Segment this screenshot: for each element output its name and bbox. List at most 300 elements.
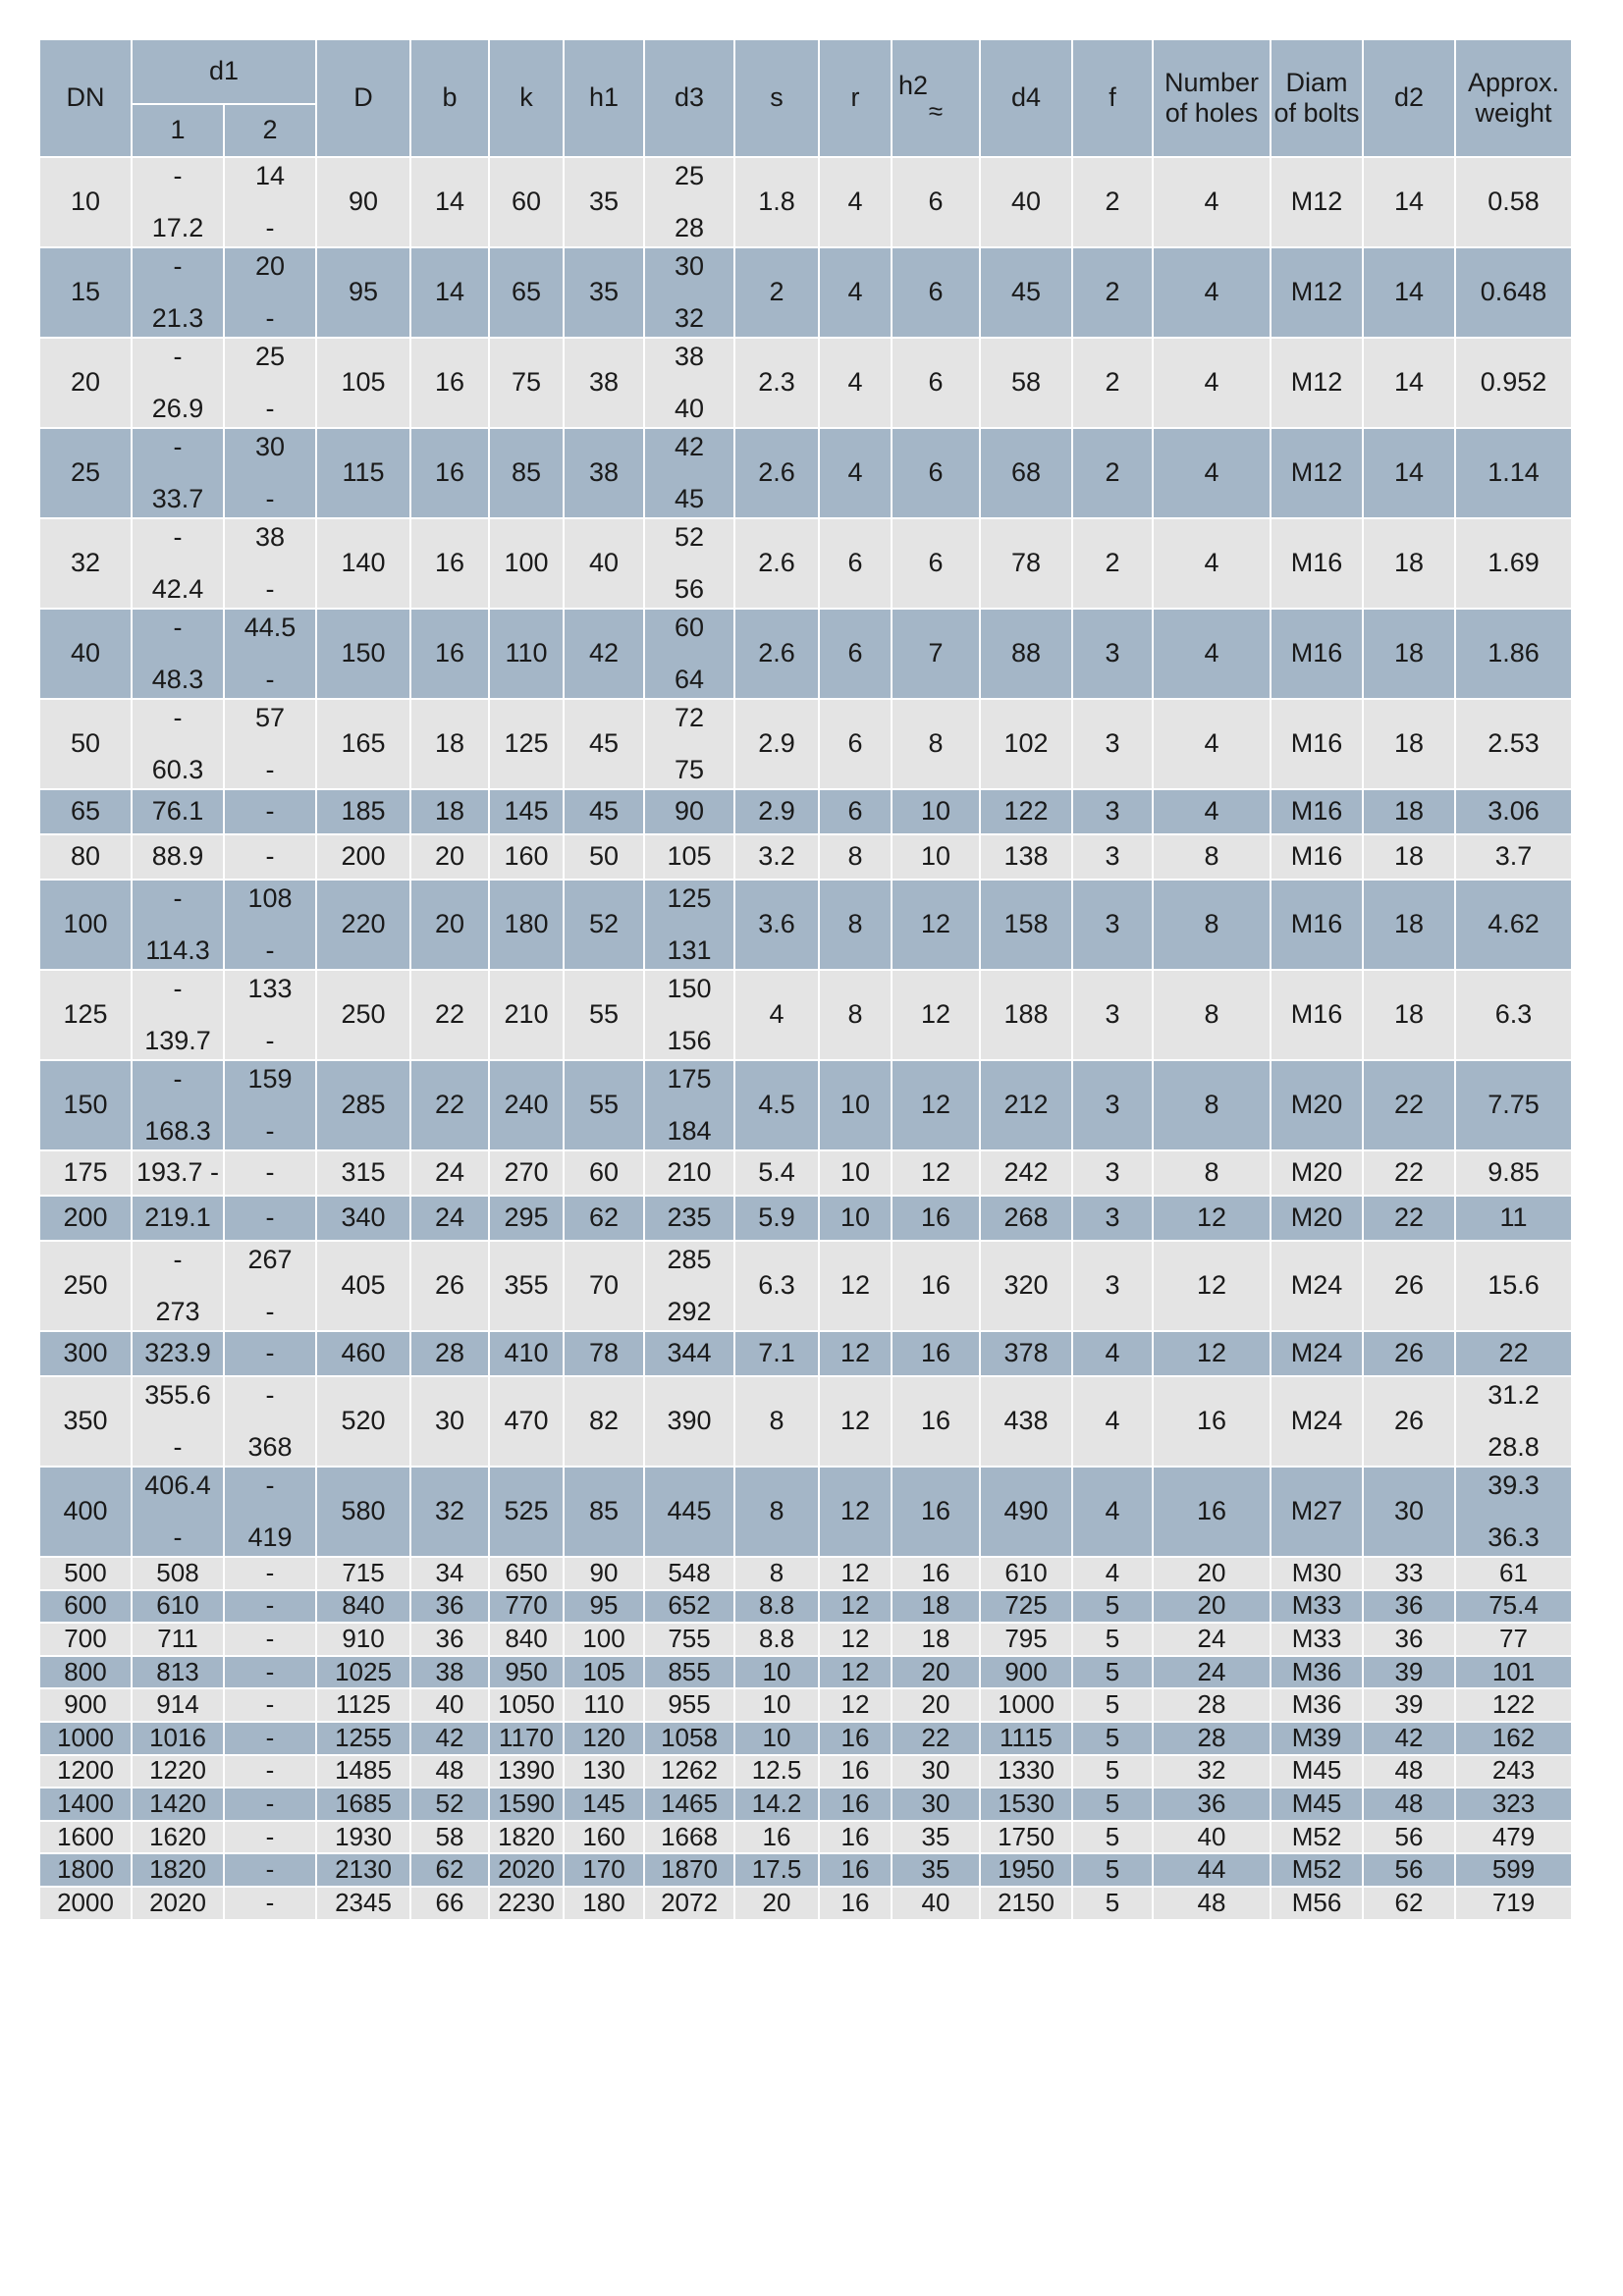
cell-s: 2.3 [734,338,819,428]
cell-h2: 22 [892,1722,980,1755]
cell-b: 16 [410,428,489,518]
cell-h1: 38 [564,338,644,428]
table-row [39,157,1572,247]
cell-h1: 38 [564,428,644,518]
cell-holes: 4 [1153,157,1271,247]
cell-f: 3 [1072,609,1153,699]
cell-r: 10 [819,1150,892,1196]
cell-h1: 95 [564,1590,644,1624]
cell-holes: 16 [1153,1376,1271,1467]
cell-value: 139.7 [144,1025,211,1055]
cell-dn: 500 [39,1557,132,1590]
cell-value: 406.4 [144,1470,211,1500]
table-row [39,518,1572,609]
cell-d4: 378 [980,1331,1072,1376]
cell-d1a [132,880,224,970]
cell-d4: 212 [980,1060,1072,1150]
cell-k: 210 [489,970,564,1060]
cell-b: 32 [410,1467,489,1557]
cell-dn: 1800 [39,1853,132,1887]
cell-d4: 78 [980,518,1072,609]
cell-d1b: - [224,1722,316,1755]
table-row [39,699,1572,789]
cell-bolts: M33 [1271,1590,1363,1624]
cell-k: 410 [489,1331,564,1376]
cell-d1b [224,970,316,1060]
cell-d4: 188 [980,970,1072,1060]
cell-b: 20 [410,880,489,970]
cell-s: 8 [734,1557,819,1590]
cell-k: 2230 [489,1887,564,1920]
cell-value: 32 [674,302,705,333]
cell-d2: 14 [1363,428,1455,518]
cell-b: 28 [410,1331,489,1376]
cell-d3: 652 [644,1590,734,1624]
cell-s: 10 [734,1656,819,1689]
cell-s: 16 [734,1821,819,1854]
cell-w: 2.53 [1455,699,1572,789]
cell-D: 910 [316,1623,410,1656]
cell-d2: 14 [1363,157,1455,247]
cell-h1: 50 [564,834,644,880]
cell-h2: 8 [892,699,980,789]
cell-d1a: 1420 [132,1788,224,1821]
table-row [39,1150,1572,1196]
cell-f: 3 [1072,1150,1153,1196]
cell-h2: 12 [892,970,980,1060]
table-row [39,338,1572,428]
cell-s: 17.5 [734,1853,819,1887]
cell-holes: 8 [1153,880,1271,970]
cell-h1: 45 [564,789,644,834]
cell-bolts: M52 [1271,1853,1363,1887]
cell-d1a [132,1241,224,1331]
cell-holes: 20 [1153,1557,1271,1590]
cell-k: 1590 [489,1788,564,1821]
cell-w: 323 [1455,1788,1572,1821]
cell-d1a [132,609,224,699]
cell-d3 [644,880,734,970]
cell-d3: 755 [644,1623,734,1656]
cell-d4: 795 [980,1623,1072,1656]
cell-r: 12 [819,1331,892,1376]
cell-d1a: 813 [132,1656,224,1689]
cell-d1a [132,1060,224,1150]
col-header-d2: d2 [1363,39,1455,157]
cell-h1: 55 [564,1060,644,1150]
cell-value: 36.3 [1488,1522,1540,1552]
cell-holes: 4 [1153,338,1271,428]
cell-holes: 8 [1153,970,1271,1060]
cell-value: 20 [254,251,286,281]
cell-r: 4 [819,157,892,247]
cell-d1b: - [224,1821,316,1854]
cell-D: 840 [316,1590,410,1624]
cell-holes: 12 [1153,1331,1271,1376]
cell-k: 1050 [489,1688,564,1722]
cell-h1: 40 [564,518,644,609]
cell-k: 950 [489,1656,564,1689]
cell-d1b [224,518,316,609]
cell-value: 57 [254,703,286,732]
cell-D: 140 [316,518,410,609]
cell-value: - [265,664,275,694]
table-row [39,609,1572,699]
cell-holes: 4 [1153,247,1271,338]
cell-d2: 14 [1363,247,1455,338]
cell-r: 4 [819,428,892,518]
cell-holes: 44 [1153,1853,1271,1887]
cell-d1b: - [224,1590,316,1624]
col-header-d1: d1 [132,39,316,104]
cell-k: 240 [489,1060,564,1150]
cell-value: 45 [674,483,705,513]
cell-d3: 855 [644,1656,734,1689]
cell-d4: 900 [980,1656,1072,1689]
cell-f: 4 [1072,1467,1153,1557]
approx-symbol: ≈ [928,95,944,126]
cell-h2: 30 [892,1788,980,1821]
cell-d3: 210 [644,1150,734,1196]
cell-D: 2345 [316,1887,410,1920]
cell-d1b: - [224,1853,316,1887]
cell-f: 5 [1072,1722,1153,1755]
cell-bolts: M12 [1271,157,1363,247]
cell-k: 1170 [489,1722,564,1755]
cell-f: 3 [1072,970,1153,1060]
cell-d1a: 914 [132,1688,224,1722]
cell-d1a [132,1376,224,1467]
cell-h2: 16 [892,1557,980,1590]
cell-d4: 1000 [980,1688,1072,1722]
cell-D: 715 [316,1557,410,1590]
cell-d4: 1330 [980,1755,1072,1789]
cell-d1b: - [224,834,316,880]
cell-value: 368 [247,1431,293,1462]
cell-value: 14 [254,161,286,190]
cell-d2: 18 [1363,609,1455,699]
cell-d2: 22 [1363,1196,1455,1241]
cell-h2: 6 [892,428,980,518]
cell-bolts: M12 [1271,338,1363,428]
cell-holes: 32 [1153,1755,1271,1789]
cell-f: 5 [1072,1656,1153,1689]
table-row [39,1557,1572,1590]
col-header-D: D [316,39,410,157]
cell-s: 12.5 [734,1755,819,1789]
cell-k: 125 [489,699,564,789]
cell-s: 1.8 [734,157,819,247]
cell-bolts: M20 [1271,1150,1363,1196]
cell-value: - [265,1296,275,1326]
cell-b: 40 [410,1688,489,1722]
cell-d3 [644,338,734,428]
cell-b: 20 [410,834,489,880]
cell-d4: 320 [980,1241,1072,1331]
cell-bolts: M56 [1271,1887,1363,1920]
table-row [39,1590,1572,1624]
table-row [39,1196,1572,1241]
cell-dn: 100 [39,880,132,970]
cell-s: 5.9 [734,1196,819,1241]
cell-bolts: M39 [1271,1722,1363,1755]
table-row [39,1376,1572,1467]
cell-value: 292 [667,1296,712,1326]
cell-f: 2 [1072,338,1153,428]
cell-dn: 800 [39,1656,132,1689]
cell-s: 2.9 [734,699,819,789]
cell-bolts: M12 [1271,247,1363,338]
cell-D: 1125 [316,1688,410,1722]
cell-d1b: - [224,789,316,834]
cell-h2: 12 [892,880,980,970]
cell-value: - [173,883,183,913]
cell-h1: 60 [564,1150,644,1196]
cell-w: 11 [1455,1196,1572,1241]
cell-D: 105 [316,338,410,428]
cell-d4: 58 [980,338,1072,428]
cell-value: 285 [667,1245,712,1274]
cell-h2: 20 [892,1656,980,1689]
cell-k: 470 [489,1376,564,1467]
cell-dn: 10 [39,157,132,247]
cell-w: 719 [1455,1887,1572,1920]
cell-value: 28 [674,212,705,242]
cell-D: 90 [316,157,410,247]
cell-value: - [265,754,275,784]
cell-d3: 105 [644,834,734,880]
cell-b: 24 [410,1150,489,1196]
cell-s: 2.6 [734,518,819,609]
cell-d1a: 711 [132,1623,224,1656]
cell-value: - [173,432,183,461]
cell-holes: 24 [1153,1656,1271,1689]
cell-k: 110 [489,609,564,699]
cell-h2: 6 [892,338,980,428]
cell-d4: 1115 [980,1722,1072,1755]
cell-value: 17.2 [151,212,204,242]
cell-bolts: M16 [1271,699,1363,789]
cell-k: 2020 [489,1853,564,1887]
cell-h2: 35 [892,1821,980,1854]
cell-h1: 100 [564,1623,644,1656]
cell-d2: 56 [1363,1853,1455,1887]
cell-d2: 39 [1363,1688,1455,1722]
cell-s: 2.6 [734,609,819,699]
cell-dn: 900 [39,1688,132,1722]
cell-value: - [265,573,275,604]
cell-value: - [173,974,183,1003]
cell-k: 355 [489,1241,564,1331]
cell-d2: 62 [1363,1887,1455,1920]
cell-s: 4.5 [734,1060,819,1150]
cell-D: 95 [316,247,410,338]
table-row [39,789,1572,834]
cell-h1: 105 [564,1656,644,1689]
cell-d1b: - [224,1755,316,1789]
cell-k: 270 [489,1150,564,1196]
cell-bolts: M16 [1271,789,1363,834]
cell-value: - [265,393,275,423]
cell-d1b [224,338,316,428]
cell-D: 1685 [316,1788,410,1821]
cell-dn: 200 [39,1196,132,1241]
cell-d1b: - [224,1656,316,1689]
cell-r: 16 [819,1722,892,1755]
cell-f: 2 [1072,247,1153,338]
cell-value: - [265,1470,275,1500]
cell-h2: 12 [892,1150,980,1196]
cell-bolts: M27 [1271,1467,1363,1557]
cell-h2: 35 [892,1853,980,1887]
cell-d3: 1058 [644,1722,734,1755]
cell-r: 10 [819,1196,892,1241]
cell-value: - [173,1064,183,1094]
cell-b: 48 [410,1755,489,1789]
col-header-f: f [1072,39,1153,157]
cell-d4: 40 [980,157,1072,247]
cell-d2: 14 [1363,338,1455,428]
table-row [39,1331,1572,1376]
cell-w: 7.75 [1455,1060,1572,1150]
cell-d1a [132,157,224,247]
cell-b: 16 [410,518,489,609]
cell-holes: 8 [1153,834,1271,880]
cell-d3: 1668 [644,1821,734,1854]
cell-d4: 2150 [980,1887,1072,1920]
cell-h1: 35 [564,157,644,247]
cell-h1: 90 [564,1557,644,1590]
cell-w: 3.06 [1455,789,1572,834]
table-row [39,428,1572,518]
cell-s: 10 [734,1688,819,1722]
cell-h1: 82 [564,1376,644,1467]
cell-f: 5 [1072,1788,1153,1821]
cell-r: 16 [819,1755,892,1789]
cell-value: - [173,1245,183,1274]
cell-f: 2 [1072,518,1153,609]
cell-h2: 30 [892,1755,980,1789]
cell-d4: 1750 [980,1821,1072,1854]
cell-w: 0.58 [1455,157,1572,247]
cell-s: 7.1 [734,1331,819,1376]
cell-bolts: M45 [1271,1755,1363,1789]
table-row [39,970,1572,1060]
cell-value: 125 [667,883,712,913]
cell-value: 28.8 [1488,1431,1540,1462]
cell-bolts: M16 [1271,518,1363,609]
cell-f: 4 [1072,1557,1153,1590]
cell-b: 16 [410,338,489,428]
cell-dn: 1600 [39,1821,132,1854]
cell-value: 33.7 [151,483,204,513]
cell-r: 12 [819,1467,892,1557]
cell-bolts: M36 [1271,1656,1363,1689]
cell-value: - [173,1431,183,1462]
cell-D: 315 [316,1150,410,1196]
table-row [39,1788,1572,1821]
cell-D: 460 [316,1331,410,1376]
cell-holes: 20 [1153,1590,1271,1624]
cell-d1b: - [224,1688,316,1722]
cell-value: 273 [155,1296,200,1326]
cell-D: 1485 [316,1755,410,1789]
cell-k: 295 [489,1196,564,1241]
col-header-dn: DN [39,39,132,157]
cell-r: 6 [819,609,892,699]
cell-d3 [644,518,734,609]
cell-r: 8 [819,970,892,1060]
cell-h1: 62 [564,1196,644,1241]
cell-r: 6 [819,789,892,834]
cell-h1: 130 [564,1755,644,1789]
cell-value: 168.3 [144,1115,211,1146]
cell-value: - [173,161,183,190]
cell-dn: 1400 [39,1788,132,1821]
cell-d1a: 1220 [132,1755,224,1789]
cell-value: - [265,1115,275,1146]
cell-dn: 65 [39,789,132,834]
cell-k: 1820 [489,1821,564,1854]
cell-holes: 8 [1153,1150,1271,1196]
col-header-k: k [489,39,564,157]
cell-holes: 4 [1153,518,1271,609]
cell-d2: 18 [1363,834,1455,880]
cell-D: 1930 [316,1821,410,1854]
cell-bolts: M16 [1271,970,1363,1060]
cell-d4: 122 [980,789,1072,834]
cell-b: 30 [410,1376,489,1467]
cell-b: 58 [410,1821,489,1854]
cell-f: 3 [1072,789,1153,834]
col-header-d4: d4 [980,39,1072,157]
cell-bolts: M24 [1271,1331,1363,1376]
cell-h2: 16 [892,1467,980,1557]
cell-d4: 725 [980,1590,1072,1624]
col-header-r: r [819,39,892,157]
cell-h2: 16 [892,1241,980,1331]
cell-D: 2130 [316,1853,410,1887]
cell-d3 [644,699,734,789]
cell-b: 62 [410,1853,489,1887]
cell-value: - [173,342,183,371]
cell-d1a: 193.7 - [132,1150,224,1196]
cell-holes: 40 [1153,1821,1271,1854]
cell-h1: 45 [564,699,644,789]
cell-h2: 10 [892,834,980,880]
table-row [39,1755,1572,1789]
cell-d1b [224,1241,316,1331]
cell-D: 405 [316,1241,410,1331]
cell-d3: 445 [644,1467,734,1557]
cell-value: 26.9 [151,393,204,423]
cell-bolts: M16 [1271,609,1363,699]
col-header-h1: h1 [564,39,644,157]
cell-w: 101 [1455,1656,1572,1689]
cell-h2: 16 [892,1331,980,1376]
col-header-holes: Number of holes [1153,39,1271,157]
cell-value: - [173,251,183,281]
cell-r: 4 [819,338,892,428]
cell-d1a [132,428,224,518]
cell-k: 65 [489,247,564,338]
cell-s: 3.6 [734,880,819,970]
cell-s: 10 [734,1722,819,1755]
cell-d2: 18 [1363,699,1455,789]
cell-d3: 390 [644,1376,734,1467]
cell-w: 22 [1455,1331,1572,1376]
col-header-bolts: Diam of bolts [1271,39,1363,157]
